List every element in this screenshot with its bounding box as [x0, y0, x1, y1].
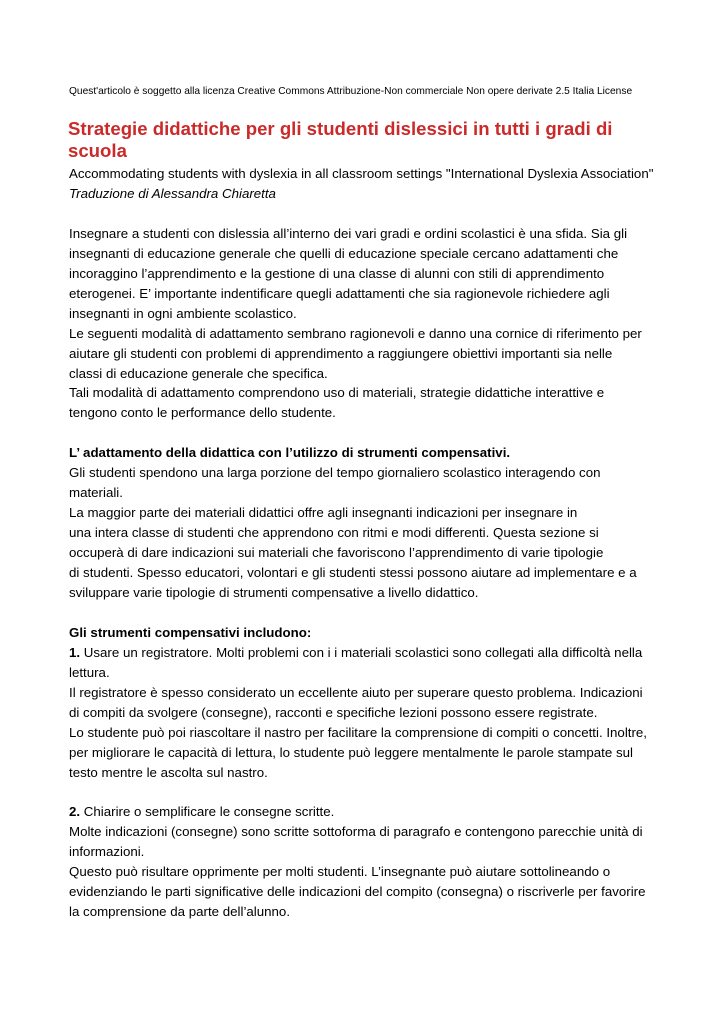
item-number: 1.	[69, 644, 81, 660]
translator-credit	[69, 184, 669, 204]
text-line: materiali.	[69, 485, 123, 501]
title-line: scuola	[68, 140, 127, 161]
item-first-line	[69, 802, 669, 822]
spacer	[69, 603, 669, 623]
spacer	[69, 423, 669, 443]
text-line: Le seguenti modalità di adattamento sembrano ragionevoli e danno una cornice di riferimento per	[69, 325, 642, 341]
spacer	[69, 783, 669, 803]
text-line: per migliorare le capacità di lettura, lo studente può leggere mentalmente le parole stampate sul	[69, 744, 633, 760]
item-text: Usare un registratore. Molti problemi con i i materiali scolastici sono collegati alla difficoltà nella	[80, 644, 643, 660]
text-line: sviluppare varie tipologie di strumenti compensative a livello didattico.	[69, 584, 479, 600]
text-line: occuperà di dare indicazioni sui materiali che favoriscono l’apprendimento di varie tipologie	[69, 545, 604, 561]
text-line: di studenti. Spesso educatori, volontari e gli studenti stessi possono aiutare ad implementare e a	[69, 565, 637, 581]
heading-text: Gli strumenti compensativi includono:	[69, 624, 312, 640]
text-line: Gli studenti spendono una larga porzione del tempo giornaliero scolastico interagendo con	[69, 465, 601, 481]
item-text: Chiarire o semplificare le consegne scritte.	[80, 804, 335, 820]
intro-paragraph	[69, 224, 669, 424]
text-line: la comprensione da parte dell’alunno.	[69, 904, 291, 920]
text-line: una intera classe di studenti che apprendono con ritmi e modi differenti. Questa sezione si	[69, 525, 599, 541]
text-line: aiutare gli studenti con problemi di apprendimento a raggiungere obiettivi importanti sia nelle	[69, 345, 613, 361]
item-first-line	[69, 643, 669, 663]
article-title	[68, 118, 668, 162]
text-line: Questo può risultare opprimente per molti studenti. L’insegnante può aiutare sottolineando o	[69, 864, 611, 880]
list-item-1	[69, 643, 669, 783]
text-line: incoraggino l’apprendimento e la gestione di una classe di alunni con stili di apprendimento	[69, 265, 605, 281]
text-line: La maggior parte dei materiali didattici offre agli insegnanti indicazioni per insegnare in	[69, 505, 578, 521]
section1-paragraph	[69, 463, 669, 603]
text-line: tengono conto le performance dello studente.	[69, 405, 336, 421]
license-notice: Quest'articolo è soggetto alla licenza Creative Commons Attribuzione-Non commerciale Non opere derivate 2.5 Italia License	[69, 86, 633, 97]
article-body	[69, 164, 669, 922]
title-line: Strategie didattiche per gli studenti dislessici in tutti i gradi di	[68, 118, 613, 139]
spacer	[69, 204, 669, 224]
section2-heading	[69, 623, 669, 643]
text-line: Tali modalità di adattamento comprendono uso di materiali, strategie didattiche interattive e	[69, 385, 605, 401]
subtitle	[69, 164, 669, 184]
heading-text: L’ adattamento della didattica con l’utilizzo di strumenti compensativi.	[69, 445, 511, 461]
item-number: 2.	[69, 804, 81, 820]
text-line: insegnanti di educazione generale che quelli di educazione speciale cercano adattamenti che	[69, 245, 619, 261]
text-line: Lo studente può poi riascoltare il nastro per facilitare la comprensione di compiti o concetti. Inoltre,	[69, 724, 647, 740]
text-line: eterogenei. E’ importante indentificare quegli adattamenti che sia ragionevole richiedere agli	[69, 285, 610, 301]
text-line: di compiti da svolgere (consegne), racconti e specifiche lezioni possono essere registrate.	[69, 704, 598, 720]
list-item-2	[69, 802, 669, 922]
section1-heading	[69, 443, 669, 463]
text-line: lettura.	[69, 664, 110, 680]
text-line: testo mentre le ascolta sul nastro.	[69, 764, 268, 780]
translator-text: Traduzione di Alessandra Chiaretta	[69, 185, 276, 201]
text-line: Insegnare a studenti con dislessia all’interno dei vari gradi e ordini scolastici è una sfida. Sia gli	[69, 225, 628, 241]
text-line: evidenziando le parti significative delle indicazioni del compito (consegna) o riscriverle per favorire	[69, 884, 646, 900]
text-line: insegnanti in ogni ambiente scolastico.	[69, 305, 297, 321]
text-line: Molte indicazioni (consegne) sono scritte sottoforma di paragrafo e contengono parecchie unità di	[69, 824, 643, 840]
subtitle-text: Accommodating students with dyslexia in all classroom settings "International Dyslexia Association"	[69, 166, 654, 181]
text-line: informazioni.	[69, 844, 145, 860]
text-line: classi di educazione generale che specifica.	[69, 365, 328, 381]
text-line: Il registratore è spesso considerato un eccellente aiuto per superare questo problema. Indicazioni	[69, 684, 643, 700]
